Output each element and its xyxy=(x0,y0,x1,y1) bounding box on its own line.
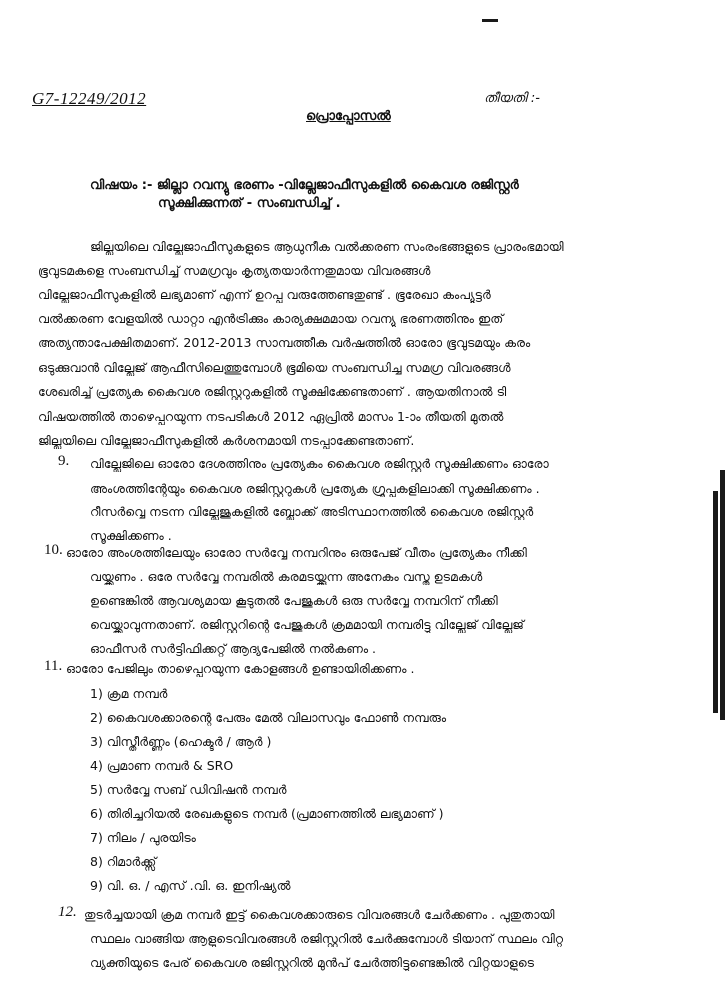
column-list-item: 9) വി. ഒ. / എസ് .വി. ഒ. ഇനിഷ്യൽ xyxy=(90,878,291,893)
column-list-item: 4) പ്രമാണ നമ്പർ & SRO xyxy=(90,758,234,773)
scan-mark xyxy=(482,19,498,22)
column-list-item: 1) ക്രമ നമ്പർ xyxy=(90,686,168,701)
item-number: 10. xyxy=(44,542,63,558)
scan-edge-mark xyxy=(720,470,725,720)
subject-line: സൂക്ഷിക്കുന്നത് - സംബന്ധിച്ച് . xyxy=(158,196,341,211)
item-line: വ്യക്തിയുടെ പേര് കൈവശ രജിസ്റ്ററിൽ മുൻപ് ചേർത്തിട്ടുണ്ടെങ്കിൽ വിറ്റയാളുടെ xyxy=(90,955,535,970)
item-line: സ്ഥലം വാങ്ങിയ ആളുടെവിവരങ്ങൾ രജിസ്റ്ററിൽ ചേർക്കുമ്പോൾ ടിയാന് സ്ഥലം വിറ്റ xyxy=(90,931,564,946)
item-number: 12. xyxy=(58,904,77,920)
column-list-item: 2) കൈവശക്കാരന്റെ പേരും മേൽ വിലാസവും ഫോൺ നമ്പരും xyxy=(90,710,447,725)
item-number: 11. xyxy=(44,658,63,674)
item-line: ഓരോ അംശത്തിലേയും ഓരോ സർവ്വേ നമ്പറിനും ഒരുപേജ് വീതം പ്രത്യേകം നീക്കി xyxy=(66,545,527,560)
item-line: അംശത്തിന്റേയും കൈവശ രജിസ്റ്ററുകൾ പ്രത്യേക ഗ്രൂപ്പുകളിലാക്കി സൂക്ഷിക്കണം . xyxy=(90,481,540,496)
item-line: വയ്ക്കണം . ഒരേ സർവ്വേ നമ്പരിൽ കരമടയ്ക്കുന്ന അനേകം വസ്തു ഉടമകൾ xyxy=(90,569,483,584)
item-line: ഓഫീസർ സർട്ടിഫിക്കറ്റ് ആദ്യപേജിൽ നൽകണം . xyxy=(90,641,377,656)
paragraph-line: ജില്ലയിലെ വില്ലേജാഫീസുകളിൽ കർശനമായി നടപ്പാക്കേണ്ടതാണ്. xyxy=(38,433,415,448)
paragraph-line: ഭൂവുടമകളെ സംബന്ധിച്ച് സമഗ്രവും കൃത്യതയാർന്നതുമായ വിവരങ്ങൾ xyxy=(38,263,431,278)
item-line: റീസർവ്വെ നടന്ന വില്ലേജുകളിൽ ബ്ലോക്ക് അടിസ്ഥാനത്തിൽ കൈവശ രജിസ്റ്റർ xyxy=(90,504,534,519)
file-number: G7-12249/2012 xyxy=(32,89,147,108)
paragraph-line: വിഷയത്തിൽ താഴെപ്പറയുന്ന നടപടികൾ 2012 ഏപ്രിൽ മാസം 1-ാം തീയതി മുതൽ xyxy=(38,409,504,424)
item-line: ഉണ്ടെങ്കിൽ ആവശ്യമായ കൂടുതൽ പേജുകൾ ഒരു സർവ്വേ നമ്പറിന് നീക്കി xyxy=(90,593,498,608)
item-line: സൂക്ഷിക്കണം . xyxy=(90,528,172,543)
item-line: വെയ്ക്കാവുന്നതാണ്. രജിസ്റ്ററിന്റെ പേജുകൾ ക്രമമായി നമ്പരിട്ടു വില്ലേജ് വില്ലേജ് xyxy=(90,617,524,632)
item-line: തുടർച്ചയായി ക്രമ നമ്പർ ഇട്ട് കൈവശക്കാരുടെ വിവരങ്ങൾ ചേർക്കണം . പുതുതായി xyxy=(84,907,555,922)
column-list-item: 6) തിരിച്ചറിയൽ രേഖകളുടെ നമ്പർ (പ്രമാണത്തിൽ ലഭ്യമാണ് ) xyxy=(90,806,444,821)
document-title: പ്രൊപ്പോസൽ xyxy=(306,109,391,124)
paragraph-line: അത്യന്താപേക്ഷിതമാണ്. 2012-2013 സാമ്പത്തീക വർഷത്തിൽ ഓരോ ഭൂവുടമയും കരം xyxy=(38,335,531,350)
scan-edge-mark xyxy=(713,491,718,713)
date-label: തീയതി :- xyxy=(484,91,540,106)
column-list-item: 3) വിസ്തീർണ്ണം (ഹെക്ടർ / ആർ ) xyxy=(90,734,272,749)
paragraph-line: വില്ലേജാഫീസുകളിൽ ലഭ്യമാണ് എന്ന് ഉറപ്പു വരുത്തേണ്ടതുണ്ട് . ഭൂരേഖാ കംപ്യൂട്ടർ xyxy=(38,287,491,302)
item-line: ഓരോ പേജിലും താഴെപ്പറയുന്ന കോളങ്ങൾ ഉണ്ടായിരിക്കണം . xyxy=(66,661,415,676)
paragraph-line: ഒടുക്കുവാൻ വില്ലേജ് ആഫീസിലെത്തുമ്പോൾ ഭൂമിയെ സംബന്ധിച്ച സമഗ്ര വിവരങ്ങൾ xyxy=(38,360,511,375)
paragraph-line: വൽക്കരണ വേളയിൽ ഡാറ്റാ എൻട്രിക്കും കാര്യക്ഷമമായ റവന്യു ഭരണത്തിനും ഇത് xyxy=(38,311,504,326)
column-list-item: 8) റിമാർക്ക്സ് xyxy=(90,854,157,869)
paragraph-line: ജില്ലയിലെ വില്ലേജാഫീസുകളുടെ ആധുനീക വൽക്കരണ സംരംഭങ്ങളുടെ പ്രാരംഭമായി xyxy=(90,239,564,254)
item-line: വില്ലേജിലെ ഓരോ ദേശത്തിനും പ്രത്യേകം കൈവശ രജിസ്റ്റർ സൂക്ഷിക്കണം ഓരോ xyxy=(90,456,549,471)
paragraph-line: ശേഖരിച്ച് പ്രത്യേക കൈവശ രജിസ്റ്ററുകളിൽ സൂക്ഷിക്കേണ്ടതാണ് . ആയതിനാൽ ടി xyxy=(38,384,507,399)
item-number: 9. xyxy=(58,453,70,469)
column-list-item: 7) നിലം / പുരയിടം xyxy=(90,830,196,845)
column-list-item: 5) സർവ്വേ സബ് ഡിവിഷൻ നമ്പർ xyxy=(90,782,287,797)
subject-line: വിഷയം :- ജില്ലാ റവന്യു ഭരണം -വില്ലേജാഫീസുകളിൽ കൈവശ രജിസ്റ്റർ xyxy=(90,178,519,193)
